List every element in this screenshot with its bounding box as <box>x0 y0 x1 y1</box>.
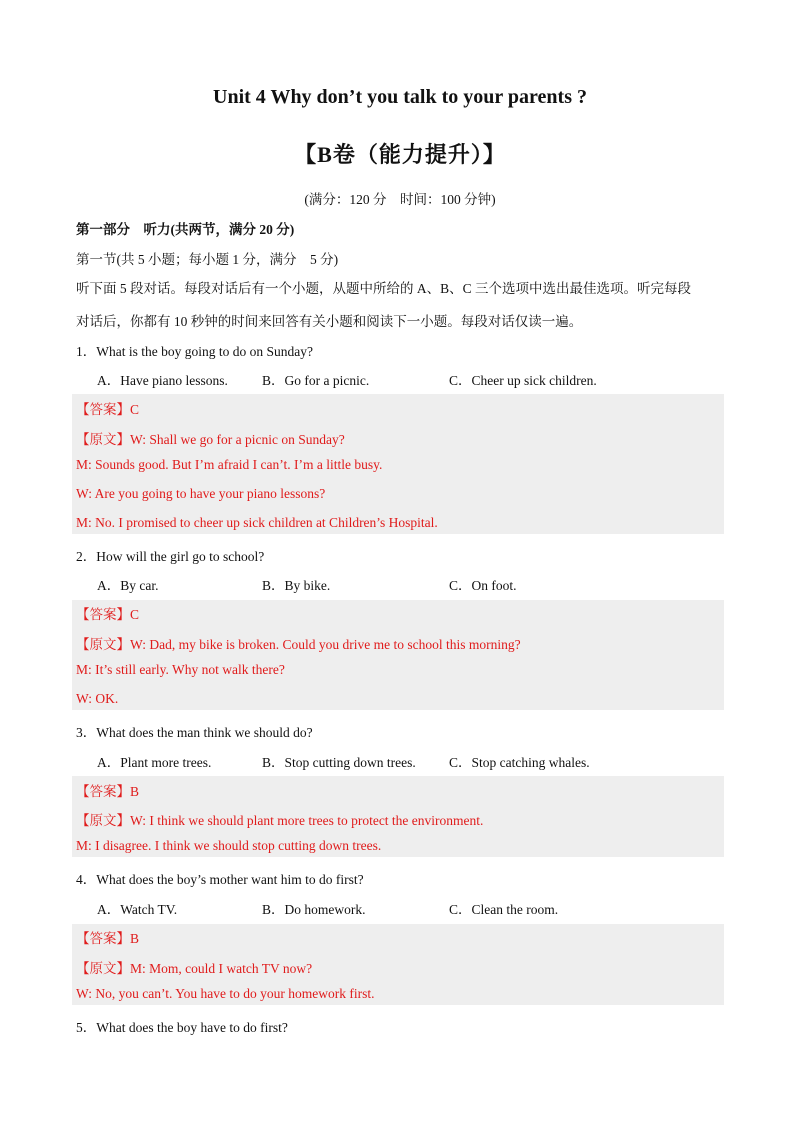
question-2: 2．How will the girl go to school? <box>76 549 265 564</box>
q2-option-a: A．By car. <box>97 578 159 593</box>
q2-option-c: C．On foot. <box>449 578 517 593</box>
q1-option-a: A．Have piano lessons. <box>97 373 228 388</box>
section-heading: 第一节(共 5 小题；每小题 1 分，满分 5 分) <box>76 252 339 267</box>
q4-answer: 【答案】B <box>76 931 140 946</box>
q2-script-3: W: OK. <box>76 691 119 706</box>
q3-answer: 【答案】B <box>76 784 140 799</box>
q4-option-c: C．Clean the room. <box>449 902 559 917</box>
question-5: 5．What does the boy have to do first? <box>76 1020 288 1035</box>
q2-script-1: 【原文】W: Dad, my bike is broken. Could you drive me to school this morning? <box>76 637 521 652</box>
q2-option-b: B．By bike. <box>262 578 331 593</box>
q4-script-1: 【原文】M: Mom, could I watch TV now? <box>76 961 313 976</box>
q3-script-1: 【原文】W: I think we should plant more trees to protect the environment. <box>76 813 484 828</box>
q1-script-2: M: Sounds good. But I’m afraid I can’t. I’m a little busy. <box>76 457 383 472</box>
q1-answer: 【答案】C <box>76 402 140 417</box>
question-4: 4．What does the boy’s mother want him to do first? <box>76 872 364 887</box>
q4-answer-box <box>72 924 724 1005</box>
page-title: Unit 4 Why don’t you talk to your parents ? <box>213 86 587 108</box>
q1-script-3: W: Are you going to have your piano lessons? <box>76 486 326 501</box>
exam-meta: (满分：120 分 时间：100 分钟) <box>304 192 496 207</box>
question-1: 1．What is the boy going to do on Sunday? <box>76 344 313 359</box>
part-heading: 第一部分 听力(共两节，满分 20 分) <box>76 222 295 237</box>
q3-option-a: A．Plant more trees. <box>97 755 212 770</box>
q1-option-b: B．Go for a picnic. <box>262 373 370 388</box>
q3-option-b: B．Stop cutting down trees. <box>262 755 416 770</box>
q1-option-c: C．Cheer up sick children. <box>449 373 597 388</box>
instructions-line-1: 听下面 5 段对话。每段对话后有一个小题，从题中所给的 A、B、C 三个选项中选出最佳选项。听完每段 <box>76 281 692 296</box>
q2-answer: 【答案】C <box>76 607 140 622</box>
question-3: 3．What does the man think we should do? <box>76 725 313 740</box>
q3-script-2: M: I disagree. I think we should stop cutting down trees. <box>76 838 382 853</box>
q1-answer-box <box>72 394 724 534</box>
q1-script-1: 【原文】W: Shall we go for a picnic on Sunday? <box>76 432 345 447</box>
q2-answer-box <box>72 600 724 710</box>
q3-answer-box <box>72 776 724 857</box>
q4-script-2: W: No, you can’t. You have to do your homework first. <box>76 986 375 1001</box>
q3-option-c: C．Stop catching whales. <box>449 755 590 770</box>
paper-subtitle: 【B卷（能力提升）】 <box>294 142 506 167</box>
q4-option-b: B．Do homework. <box>262 902 366 917</box>
q2-script-2: M: It’s still early. Why not walk there? <box>76 662 285 677</box>
q1-script-4: M: No. I promised to cheer up sick children at Children’s Hospital. <box>76 515 438 530</box>
q4-option-a: A．Watch TV. <box>97 902 178 917</box>
instructions-line-2: 对话后，你都有 10 秒钟的时间来回答有关小题和阅读下一小题。每段对话仅读一遍。 <box>76 314 583 329</box>
